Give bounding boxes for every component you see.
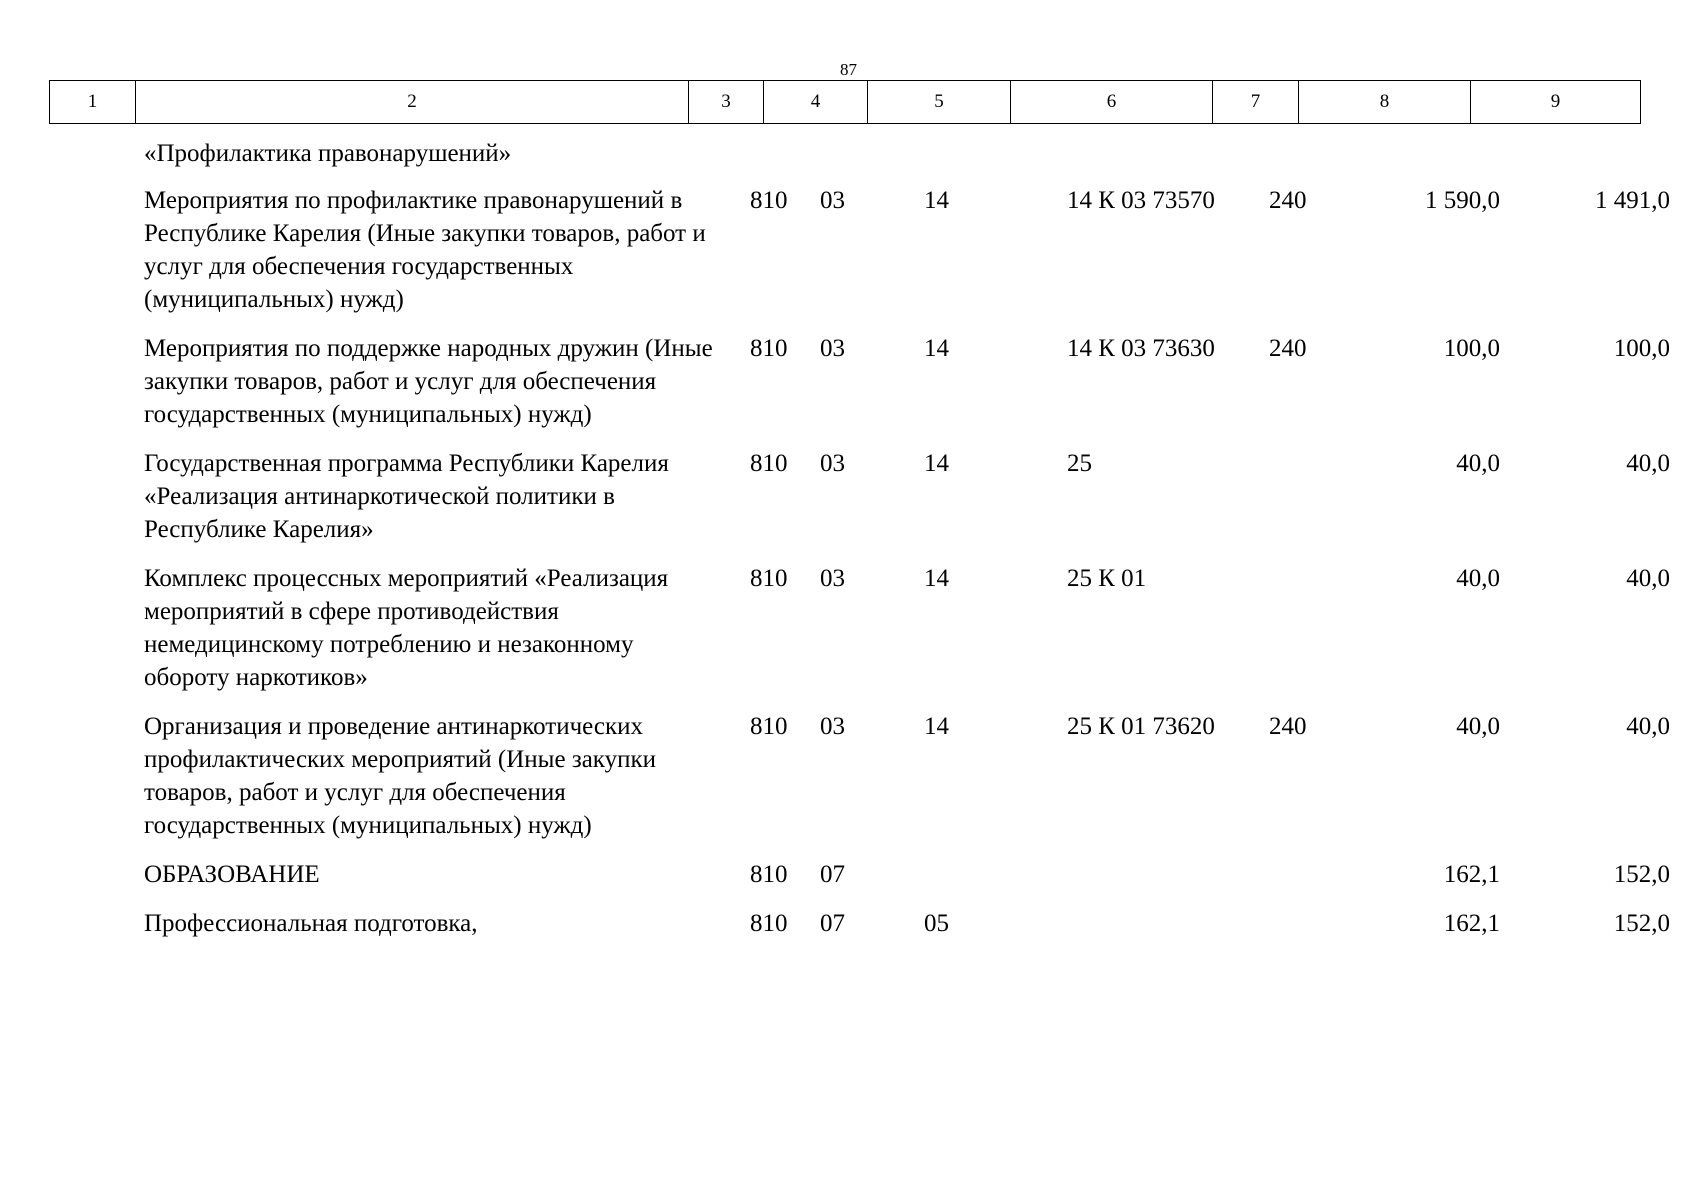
cell-col-3: 810: [750, 450, 788, 477]
cell-col-5: 05: [924, 910, 949, 937]
cell-col-5: 14: [924, 565, 949, 592]
cell-col-3: 810: [750, 335, 788, 362]
cell-col-9: 40,0: [1626, 713, 1670, 740]
cell-col-4: 07: [820, 861, 845, 888]
cell-col-7: [1251, 907, 1337, 956]
row-name: Комплекс процессных мероприятий «Реализация мероприятий в сфере противодействия немедицинскому потреблению и незаконному обороту наркотиков»: [144, 565, 669, 691]
header-col-4: 4: [764, 81, 868, 124]
cell-col-6: [1049, 907, 1251, 956]
table-row: [49, 447, 1679, 562]
cell-col-3: [732, 137, 802, 184]
cell-col-7: [1251, 562, 1337, 710]
header-col-8: 8: [1299, 81, 1471, 124]
cell-col-7: [1251, 447, 1337, 562]
cell-col-3: 810: [750, 713, 788, 740]
cell-col-9: 1 491,0: [1595, 187, 1670, 214]
row-name: Организация и проведение антинаркотических профилактических мероприятий (Иные закупки товаров, работ и услуг для обеспечения государственных (муниципальных) нужд): [144, 713, 656, 839]
cell-col-5: 14: [924, 187, 949, 214]
cell-col-4: 03: [820, 565, 845, 592]
header-col-7: 7: [1213, 81, 1299, 124]
row-name: Государственная программа Республики Карелия «Реализация антинаркотической политики в Республике Карелия»: [144, 450, 669, 543]
header-col-1: 1: [50, 81, 136, 124]
cell-col-8: 40,0: [1456, 565, 1500, 592]
header-col-6: 6: [1011, 81, 1213, 124]
cell-col-8: 40,0: [1456, 713, 1500, 740]
table-row: [49, 562, 1679, 710]
cell-col-8: 1 590,0: [1425, 187, 1500, 214]
row-name: Мероприятия по поддержке народных дружин (Иные закупки товаров, работ и услуг для обеспечения государственных (муниципальных) нужд): [144, 335, 713, 428]
cell-col-9: 152,0: [1613, 861, 1670, 888]
cell-col-6: 14 К 03 73570: [1067, 187, 1215, 214]
cell-col-3: 810: [750, 187, 788, 214]
row-name: ОБРАЗОВАНИЕ: [144, 861, 320, 888]
table-row: [49, 710, 1679, 858]
cell-col-4: 03: [820, 335, 845, 362]
cell-col-3: 810: [750, 565, 788, 592]
cell-col-9: 100,0: [1613, 335, 1670, 362]
budget-table: [49, 137, 1679, 956]
table-row: [49, 858, 1679, 907]
cell-col-4: 07: [820, 910, 845, 937]
row-name: Профессиональная подготовка,: [144, 910, 478, 937]
cell-col-7: [1251, 858, 1337, 907]
header-col-2: 2: [136, 81, 689, 124]
page-number: 87: [840, 60, 857, 79]
cell-col-9: 152,0: [1613, 910, 1670, 937]
cell-col-4: 03: [820, 713, 845, 740]
cell-col-9: 40,0: [1626, 565, 1670, 592]
cell-col-4: [802, 137, 906, 184]
cell-col-8: 100,0: [1443, 335, 1500, 362]
cell-col-9: [1509, 137, 1679, 184]
cell-col-8: [1337, 137, 1509, 184]
cell-col-3: 810: [750, 861, 788, 888]
cell-col-6: [1049, 137, 1251, 184]
cell-col-5: 14: [924, 450, 949, 477]
cell-col-5: 14: [924, 335, 949, 362]
table-row: [49, 332, 1679, 447]
cell-col-8: 40,0: [1456, 450, 1500, 477]
header-row: [50, 81, 1641, 124]
cell-col-5: 14: [924, 713, 949, 740]
cell-col-4: 03: [820, 450, 845, 477]
cell-col-6: 14 К 03 73630: [1067, 335, 1215, 362]
cell-col-6: [1049, 858, 1251, 907]
row-name: «Профилактика правонарушений»: [144, 140, 512, 167]
table-row: [49, 907, 1679, 956]
cell-col-4: 03: [820, 187, 845, 214]
cell-col-3: 810: [750, 910, 788, 937]
cell-col-6: 25: [1067, 450, 1092, 477]
cell-col-5: [906, 858, 1049, 907]
header-col-9: 9: [1471, 81, 1641, 124]
header-col-3: 3: [689, 81, 764, 124]
cell-col-9: 40,0: [1626, 450, 1670, 477]
cell-col-7: 240: [1269, 335, 1307, 362]
cell-col-7: 240: [1269, 713, 1307, 740]
cell-col-6: 25 К 01: [1067, 565, 1147, 592]
table-row: [49, 137, 1679, 184]
cell-col-8: 162,1: [1443, 910, 1500, 937]
column-number-header: [49, 80, 1641, 124]
table-row: [49, 184, 1679, 332]
cell-col-7: [1251, 137, 1337, 184]
cell-col-7: 240: [1269, 187, 1307, 214]
header-col-5: 5: [868, 81, 1011, 124]
row-name: Мероприятия по профилактике правонарушений в Республике Карелия (Иные закупки товаров, работ и услуг для обеспечения государственных (муниципальных) нужд): [144, 187, 706, 313]
cell-col-5: [906, 137, 1049, 184]
cell-col-6: 25 К 01 73620: [1067, 713, 1215, 740]
cell-col-8: 162,1: [1443, 861, 1500, 888]
